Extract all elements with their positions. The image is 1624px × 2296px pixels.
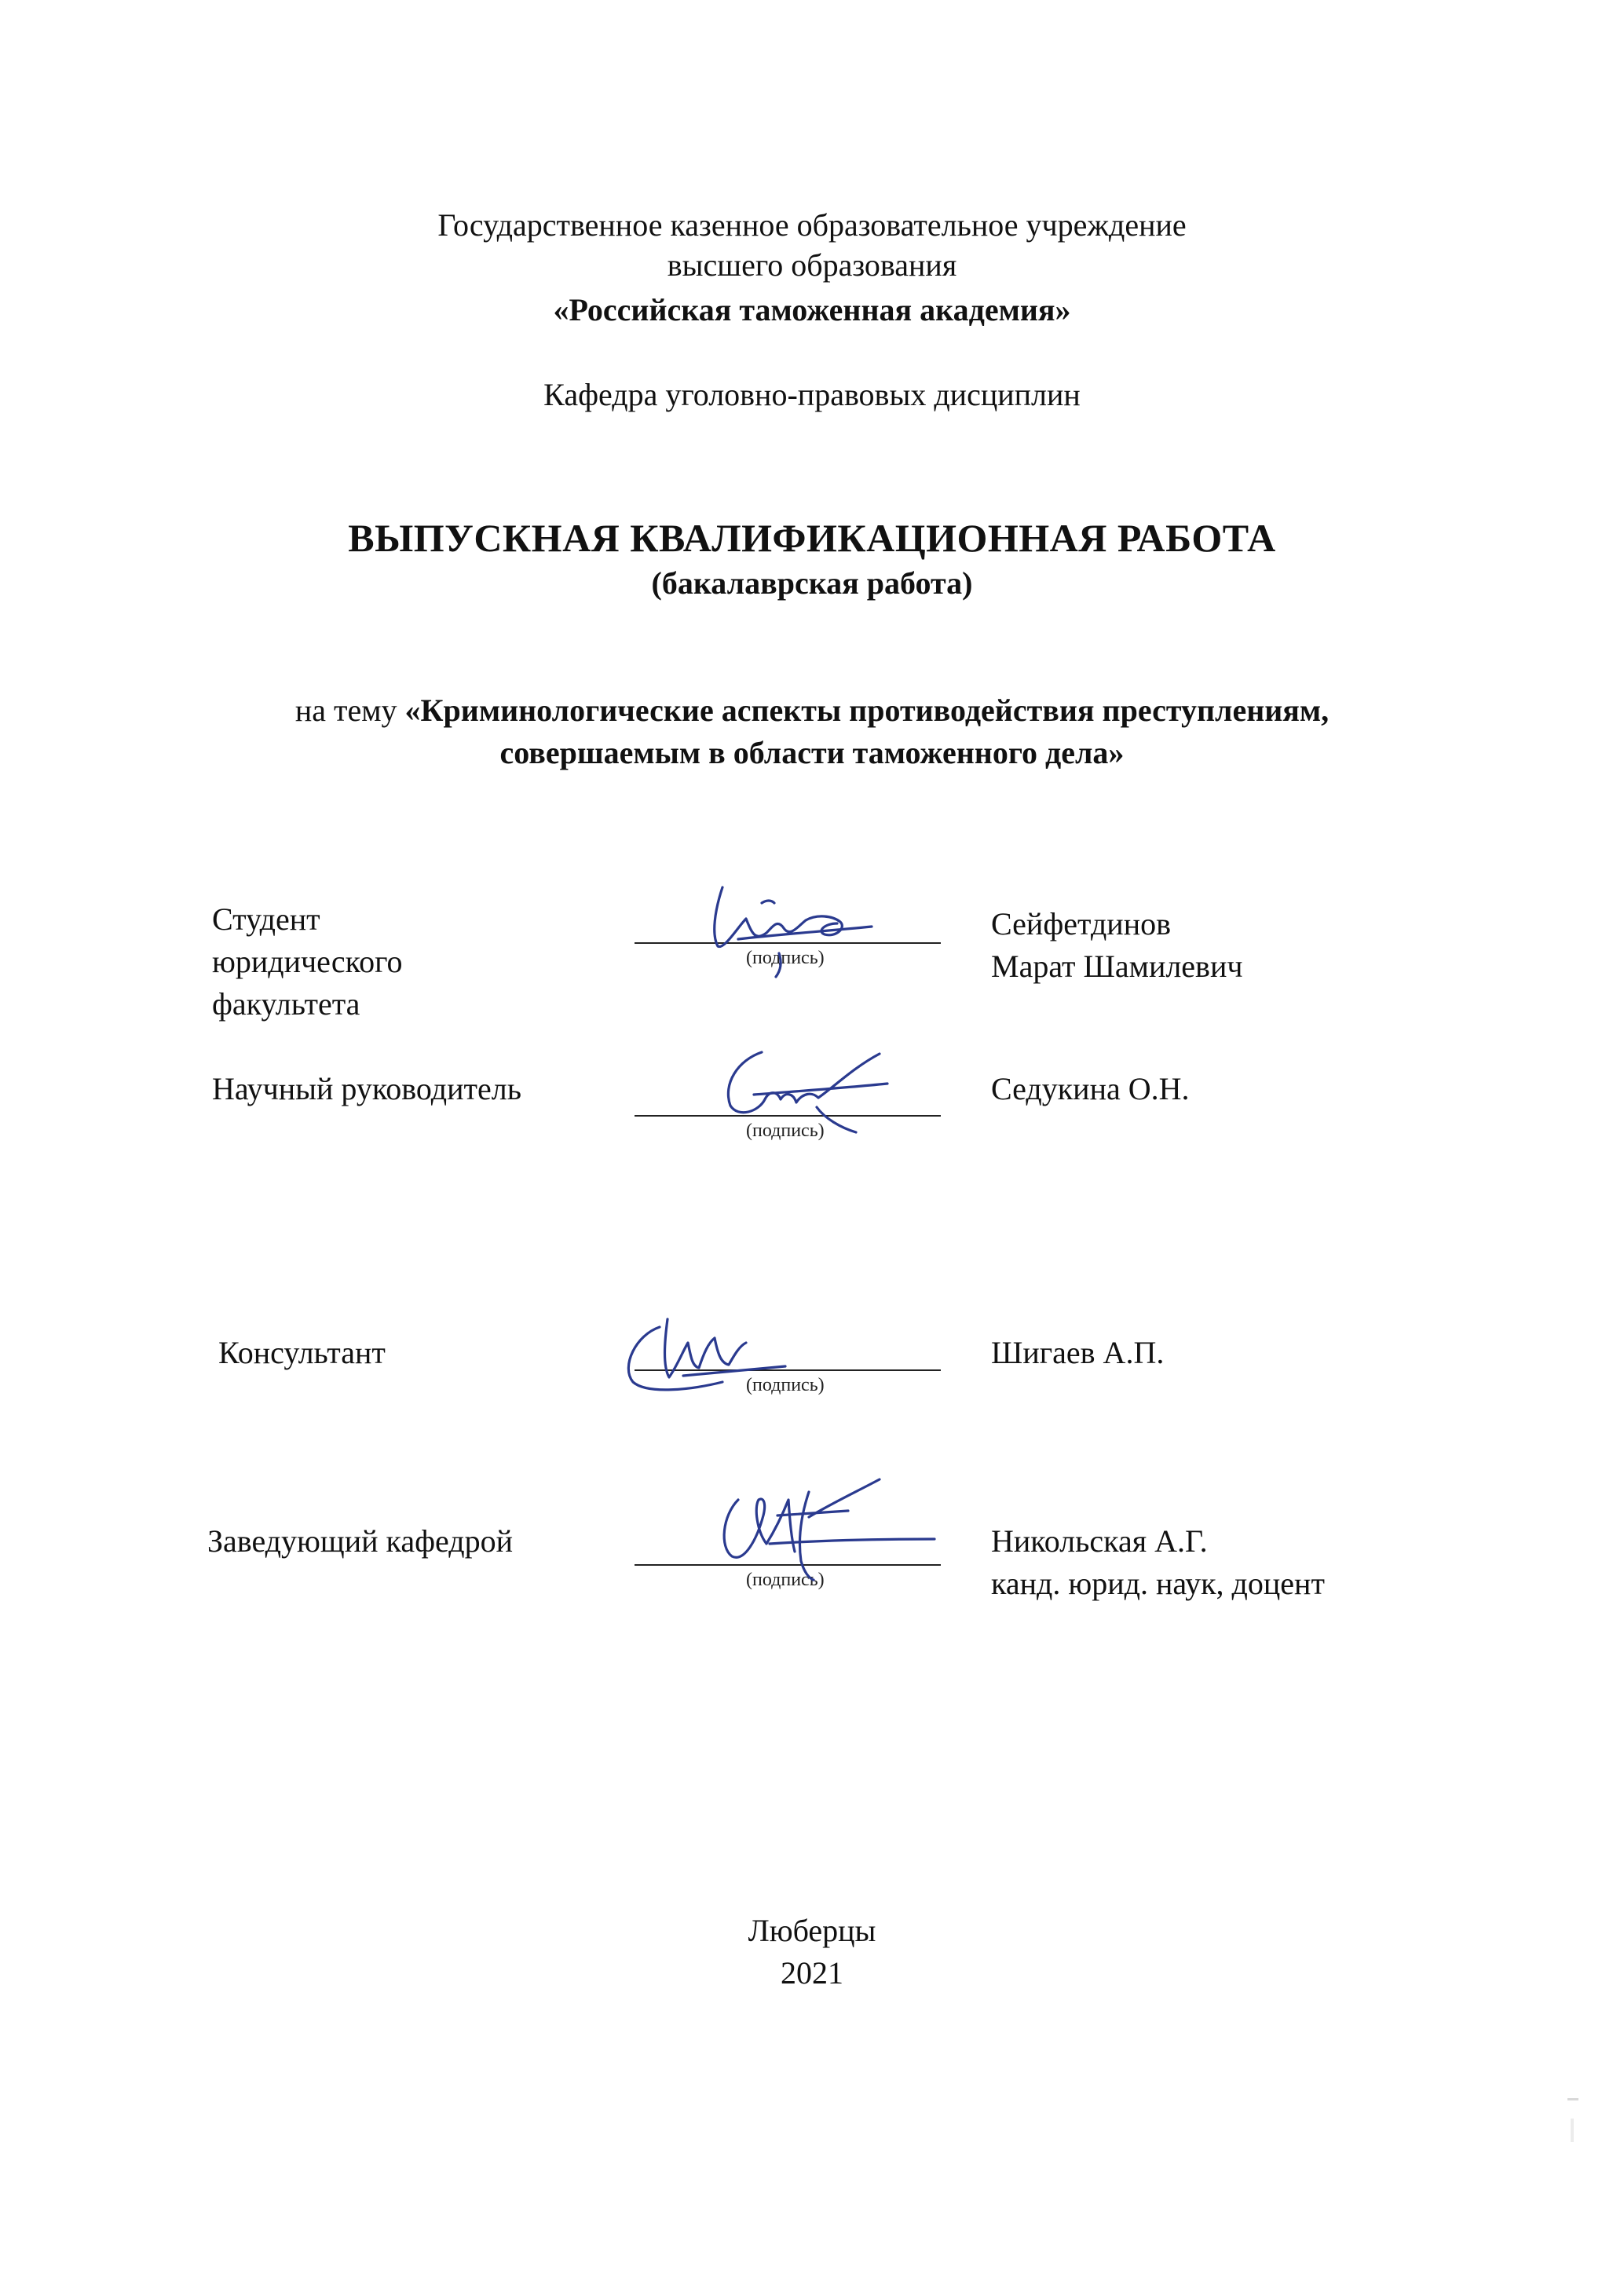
person-name: Седукина О.Н.	[991, 1071, 1190, 1106]
handwritten-signature	[699, 1036, 903, 1139]
person-name: Шигаев А.П.	[991, 1335, 1165, 1370]
person-name: Сейфетдинов	[991, 906, 1172, 941]
institution-name: «Российская таможенная академия»	[553, 292, 1071, 327]
city: Люберцы	[748, 1913, 876, 1948]
signature-caption: (подпись)	[746, 1375, 825, 1395]
topic-title-part-1: «Криминологические аспекты противодействия преступлениям,	[404, 693, 1330, 728]
signature-caption: (подпись)	[746, 948, 825, 968]
handwritten-signature	[691, 872, 895, 982]
scan-artifact	[1571, 2119, 1574, 2142]
department-name: Кафедра уголовно-правовых дисциплин	[543, 377, 1081, 412]
signature-caption: (подпись)	[746, 1570, 825, 1590]
topic-prefix: на тему	[294, 693, 397, 728]
topic-line-1	[0, 691, 1624, 730]
institution-line-2: высшего образования	[667, 247, 957, 283]
signature-caption: (подпись)	[746, 1121, 825, 1141]
role-label: Заведующий кафедрой	[207, 1523, 514, 1559]
document-title: ВЫПУСКНАЯ КВАЛИФИКАЦИОННАЯ РАБОТА	[348, 516, 1276, 560]
scan-artifact	[1567, 2098, 1578, 2100]
person-title: канд. юрид. наук, доцент	[991, 1566, 1325, 1601]
document-subtitle: (бакалаврская работа)	[651, 565, 973, 601]
role-label: факультета	[212, 986, 360, 1022]
role-label: юридического	[212, 944, 403, 979]
year: 2021	[781, 1955, 843, 1991]
person-name: Марат Шамилевич	[991, 949, 1243, 984]
role-label: Студент	[212, 901, 320, 937]
person-name: Никольская А.Г.	[991, 1523, 1208, 1559]
role-label: Научный руководитель	[212, 1071, 521, 1106]
topic-line-2: совершаемым в области таможенного дела»	[499, 735, 1125, 770]
role-label: Консультант	[218, 1335, 386, 1370]
handwritten-signature	[691, 1468, 950, 1586]
institution-line-1: Государственное казенное образовательное учреждение	[437, 207, 1187, 243]
handwritten-signature	[605, 1303, 809, 1406]
